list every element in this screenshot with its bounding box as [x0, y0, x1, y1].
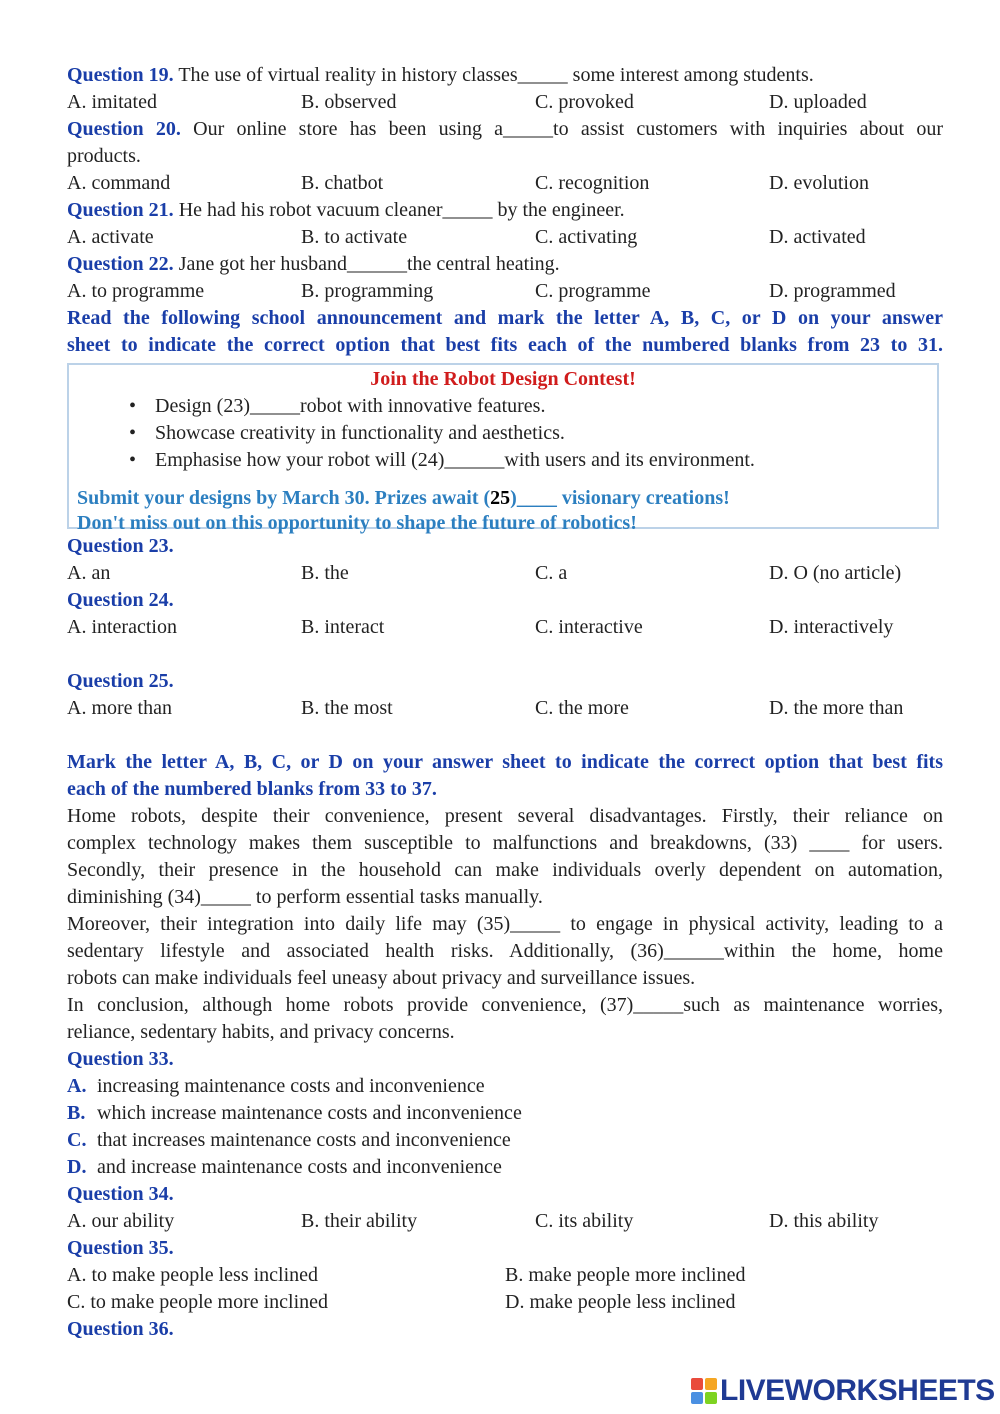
question-label: Question 22.: [67, 253, 174, 275]
option-b[interactable]: B. programming: [301, 280, 434, 302]
question-25: [67, 668, 943, 695]
question-23: [67, 533, 943, 560]
question-label: Question 23.: [67, 535, 174, 557]
question-label: Question 19.: [67, 64, 174, 86]
logo-square: [705, 1392, 717, 1404]
option-c[interactable]: C. to make people more inclined: [67, 1291, 329, 1313]
option-a[interactable]: A. interaction: [67, 616, 177, 638]
option-a[interactable]: [67, 1073, 943, 1100]
option-b[interactable]: B. the: [301, 562, 349, 584]
question-33: [67, 1046, 943, 1073]
options-24: [67, 614, 943, 641]
worksheet-page: [67, 62, 943, 1343]
question-text: The use of virtual reality in history classes_____ some interest among students.: [173, 64, 814, 86]
announcement-closing: Don't miss out on this opportunity to shape the future of robotics!: [77, 512, 637, 534]
option-text: increasing maintenance costs and inconvenience: [97, 1075, 485, 1097]
option-d[interactable]: D. uploaded: [769, 91, 867, 113]
option-d[interactable]: D. interactively: [769, 616, 894, 638]
option-c[interactable]: C. programme: [535, 280, 651, 302]
option-letter: D.: [67, 1156, 87, 1178]
passage-line: sedentary lifestyle and associated health risks. Additionally, (36)______within the home, home: [67, 940, 943, 962]
logo-square: [691, 1378, 703, 1390]
option-c[interactable]: C. activating: [535, 226, 638, 248]
liveworksheets-logo: [690, 1376, 995, 1406]
option-d[interactable]: D. O (no article): [769, 562, 902, 584]
option-a[interactable]: A. to programme: [67, 280, 205, 302]
passage-line: diminishing (34)_____ to perform essential tasks manually.: [67, 886, 543, 908]
options-19: [67, 89, 943, 116]
announcement-list: [69, 393, 937, 474]
passage-line: Secondly, their presence in the household can make individuals overly dependent on automation,: [67, 859, 943, 881]
passage-line: Home robots, despite their convenience, present several disadvantages. Firstly, their reliance on: [67, 805, 943, 827]
logo-text: LIVEWORKSHEETS: [720, 1374, 995, 1407]
option-c[interactable]: C. interactive: [535, 616, 643, 638]
option-text: and increase maintenance costs and inconvenience: [97, 1156, 502, 1178]
options-20: [67, 170, 943, 197]
option-letter: B.: [67, 1102, 86, 1124]
instruction-line-2: sheet to indicate the correct option that best fits each of the numbered blanks from 23 to 31.: [67, 334, 943, 356]
option-text: which increase maintenance costs and inconvenience: [97, 1102, 522, 1124]
option-c[interactable]: C. provoked: [535, 91, 634, 113]
question-34: [67, 1181, 943, 1208]
question-label: Question 25.: [67, 670, 174, 692]
option-c[interactable]: C. the more: [535, 697, 629, 719]
option-a[interactable]: A. an: [67, 562, 111, 584]
option-c[interactable]: C. recognition: [535, 172, 650, 194]
option-letter: A.: [67, 1075, 87, 1097]
option-a[interactable]: A. activate: [67, 226, 154, 248]
option-d[interactable]: D. make people less inclined: [505, 1291, 736, 1313]
options-34: [67, 1208, 943, 1235]
question-35: [67, 1235, 943, 1262]
passage-line: complex technology makes them susceptible to malfunctions and breakdowns, (33) ____ for users.: [67, 832, 943, 854]
option-b[interactable]: [67, 1100, 943, 1127]
spacer: [67, 722, 943, 749]
announcement-title: Join the Robot Design Contest!: [370, 368, 636, 390]
option-a[interactable]: A. to make people less inclined: [67, 1264, 319, 1286]
instruction-line-1: Read the following school announcement and mark the letter A, B, C, or D on your answer: [67, 307, 943, 329]
submit-text-end: )____ visionary creations!: [510, 487, 730, 509]
option-a[interactable]: A. imitated: [67, 91, 157, 113]
question-label: Question 21.: [67, 199, 174, 221]
question-21: [67, 197, 943, 224]
passage-line: In conclusion, although home robots provide convenience, (37)_____such as maintenance worries,: [67, 994, 943, 1016]
option-a[interactable]: A. command: [67, 172, 171, 194]
question-label: Question 20.: [67, 118, 181, 140]
option-b[interactable]: B. to activate: [301, 226, 408, 248]
blank-number: 25: [490, 487, 511, 509]
question-19: [67, 62, 943, 89]
option-b[interactable]: B. make people more inclined: [505, 1264, 746, 1286]
question-text: Our online store has been using a_____to assist customers with inquiries about our: [180, 118, 943, 140]
option-d[interactable]: D. activated: [769, 226, 866, 248]
question-36: [67, 1316, 943, 1343]
instruction-line-2: each of the numbered blanks from 33 to 37.: [67, 778, 437, 800]
instruction-line-1: Mark the letter A, B, C, or D on your answer sheet to indicate the correct option that best fits: [67, 751, 943, 773]
option-c[interactable]: C. its ability: [535, 1210, 634, 1232]
announcement-box: [67, 363, 939, 534]
question-label: Question 33.: [67, 1048, 174, 1070]
option-c[interactable]: C. a: [535, 562, 568, 584]
question-label: Question 34.: [67, 1183, 174, 1205]
question-label: Question 35.: [67, 1237, 174, 1259]
option-b[interactable]: B. the most: [301, 697, 393, 719]
announcement-submit: [69, 486, 937, 511]
options-21: [67, 224, 943, 251]
option-b[interactable]: B. interact: [301, 616, 385, 638]
options-35-row-2: [67, 1289, 943, 1316]
logo-icon: [690, 1377, 718, 1405]
spacer: [67, 641, 943, 668]
logo-square: [705, 1378, 717, 1390]
option-a[interactable]: A. more than: [67, 697, 172, 719]
option-d[interactable]: D. evolution: [769, 172, 869, 194]
options-22: [67, 278, 943, 305]
option-d[interactable]: D. the more than: [769, 697, 904, 719]
question-24: [67, 587, 943, 614]
question-label: Question 24.: [67, 589, 174, 611]
question-20: [67, 116, 943, 143]
option-text: that increases maintenance costs and inconvenience: [97, 1129, 511, 1151]
logo-square: [691, 1392, 703, 1404]
question-text: Jane got her husband______the central heating.: [173, 253, 560, 275]
option-d[interactable]: [67, 1154, 943, 1181]
passage-line: robots can make individuals feel uneasy about privacy and surveillance issues.: [67, 967, 696, 989]
announcement-bullet: • Design (23)_____robot with innovative features.: [129, 393, 937, 420]
options-23: [67, 560, 943, 587]
passage-line: Moreover, their integration into daily life may (35)_____ to engage in physical activity, leading to a: [67, 913, 943, 935]
question-20-cont: products.: [67, 145, 141, 167]
option-b[interactable]: B. their ability: [301, 1210, 418, 1232]
question-text: He had his robot vacuum cleaner_____ by the engineer.: [173, 199, 625, 221]
passage-line: reliance, sedentary habits, and privacy concerns.: [67, 1021, 455, 1043]
options-25: [67, 695, 943, 722]
option-b[interactable]: B. observed: [301, 91, 397, 113]
announcement-bullet: • Showcase creativity in functionality and aesthetics.: [129, 420, 937, 447]
option-d[interactable]: D. this ability: [769, 1210, 879, 1232]
option-letter: C.: [67, 1129, 87, 1151]
option-a[interactable]: A. our ability: [67, 1210, 175, 1232]
question-label: Question 36.: [67, 1318, 174, 1340]
option-b[interactable]: B. chatbot: [301, 172, 384, 194]
announcement-bullet: • Emphasise how your robot will (24)______with users and its environment.: [129, 447, 937, 474]
submit-text-start: Submit your designs by March 30. Prizes await (: [77, 487, 491, 509]
options-35-row-1: [67, 1262, 943, 1289]
option-d[interactable]: D. programmed: [769, 280, 896, 302]
option-c[interactable]: [67, 1127, 943, 1154]
question-22: [67, 251, 943, 278]
